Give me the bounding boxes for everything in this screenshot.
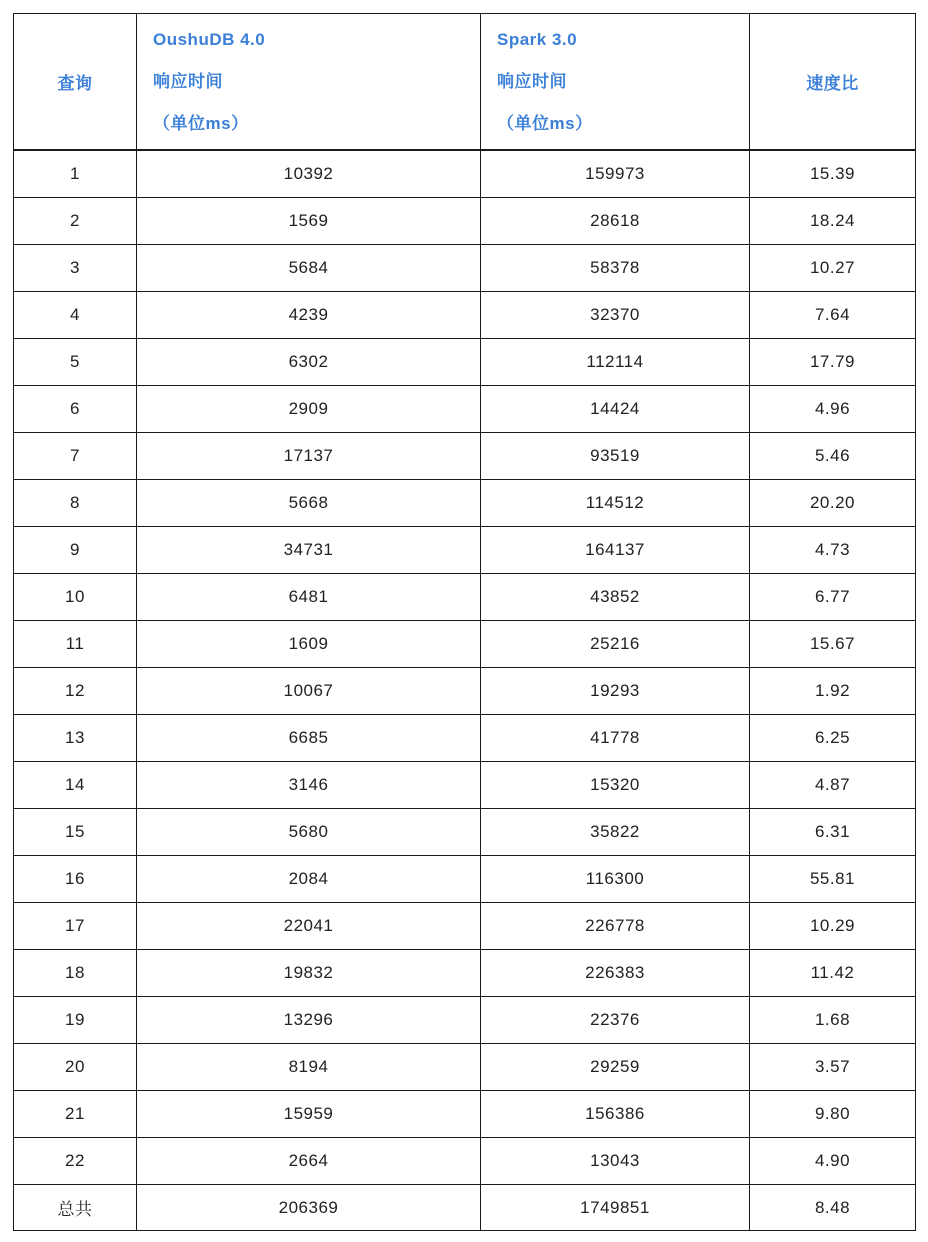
query-cell: 11: [14, 621, 137, 668]
oushudb-time-cell: 8194: [137, 1044, 481, 1091]
speed-ratio-cell: 4.73: [750, 527, 916, 574]
query-cell: 8: [14, 480, 137, 527]
header-speed-ratio: 速度比: [750, 14, 916, 151]
speed-ratio-cell: 4.87: [750, 762, 916, 809]
spark-time-cell: 112114: [481, 339, 750, 386]
spark-time-cell: 22376: [481, 997, 750, 1044]
oushudb-time-cell: 10067: [137, 668, 481, 715]
table-row: [14, 1091, 916, 1138]
spark-time-cell: 32370: [481, 292, 750, 339]
oushudb-time-cell: 34731: [137, 527, 481, 574]
speed-ratio-cell: 15.39: [750, 150, 916, 198]
table-row: [14, 809, 916, 856]
oushudb-time-cell: 1609: [137, 621, 481, 668]
table-row: [14, 198, 916, 245]
speed-ratio-cell: 10.27: [750, 245, 916, 292]
total-speed-ratio: 8.48: [750, 1185, 916, 1231]
speed-ratio-cell: 4.96: [750, 386, 916, 433]
table-row: [14, 762, 916, 809]
query-cell: 20: [14, 1044, 137, 1091]
oushudb-time-cell: 6481: [137, 574, 481, 621]
speed-ratio-cell: 18.24: [750, 198, 916, 245]
header-spark-unit: （单位ms）: [497, 113, 593, 133]
table-row: [14, 386, 916, 433]
table-row: [14, 480, 916, 527]
table-row: [14, 527, 916, 574]
spark-time-cell: 28618: [481, 198, 750, 245]
spark-time-cell: 58378: [481, 245, 750, 292]
speed-ratio-cell: 15.67: [750, 621, 916, 668]
table-row: [14, 715, 916, 762]
speed-ratio-cell: 9.80: [750, 1091, 916, 1138]
query-cell: 18: [14, 950, 137, 997]
spark-time-cell: 226383: [481, 950, 750, 997]
table-body: [14, 150, 916, 1231]
table-row: [14, 621, 916, 668]
table-row: [14, 1138, 916, 1185]
oushudb-time-cell: 1569: [137, 198, 481, 245]
oushudb-time-cell: 3146: [137, 762, 481, 809]
table-row: [14, 292, 916, 339]
speed-ratio-cell: 20.20: [750, 480, 916, 527]
oushudb-time-cell: 13296: [137, 997, 481, 1044]
spark-time-cell: 15320: [481, 762, 750, 809]
header-oushudb-unit: （单位ms）: [153, 113, 249, 133]
table-row: [14, 574, 916, 621]
oushudb-time-cell: 4239: [137, 292, 481, 339]
header-oushudb: [137, 14, 481, 151]
speed-ratio-cell: 1.68: [750, 997, 916, 1044]
header-spark: [481, 14, 750, 151]
query-cell: 15: [14, 809, 137, 856]
oushudb-time-cell: 2664: [137, 1138, 481, 1185]
header-spark-name: Spark 3.0: [497, 29, 578, 49]
query-cell: 3: [14, 245, 137, 292]
speed-ratio-cell: 55.81: [750, 856, 916, 903]
speed-ratio-cell: 10.29: [750, 903, 916, 950]
table-row: [14, 997, 916, 1044]
total-oushudb-time: 206369: [137, 1185, 481, 1231]
table-header: [14, 14, 916, 151]
oushudb-time-cell: 19832: [137, 950, 481, 997]
header-oushudb-name: OushuDB 4.0: [153, 29, 266, 49]
oushudb-time-cell: 6302: [137, 339, 481, 386]
table-row: [14, 1044, 916, 1091]
total-spark-time: 1749851: [481, 1185, 750, 1231]
total-label: 总共: [14, 1185, 137, 1231]
spark-time-cell: 114512: [481, 480, 750, 527]
total-row: [14, 1185, 916, 1231]
query-cell: 10: [14, 574, 137, 621]
spark-time-cell: 35822: [481, 809, 750, 856]
spark-time-cell: 156386: [481, 1091, 750, 1138]
speed-ratio-cell: 17.79: [750, 339, 916, 386]
speed-ratio-cell: 3.57: [750, 1044, 916, 1091]
oushudb-time-cell: 5680: [137, 809, 481, 856]
oushudb-time-cell: 10392: [137, 150, 481, 198]
query-cell: 6: [14, 386, 137, 433]
query-cell: 13: [14, 715, 137, 762]
table-row: [14, 433, 916, 480]
spark-time-cell: 43852: [481, 574, 750, 621]
spark-time-cell: 226778: [481, 903, 750, 950]
spark-time-cell: 25216: [481, 621, 750, 668]
query-cell: 5: [14, 339, 137, 386]
header-spark-metric: 响应时间: [497, 71, 567, 91]
query-cell: 21: [14, 1091, 137, 1138]
query-cell: 7: [14, 433, 137, 480]
spark-time-cell: 29259: [481, 1044, 750, 1091]
speed-ratio-cell: 4.90: [750, 1138, 916, 1185]
oushudb-time-cell: 5684: [137, 245, 481, 292]
spark-time-cell: 93519: [481, 433, 750, 480]
speed-ratio-cell: 11.42: [750, 950, 916, 997]
table-row: [14, 339, 916, 386]
query-cell: 19: [14, 997, 137, 1044]
oushudb-time-cell: 2084: [137, 856, 481, 903]
query-cell: 17: [14, 903, 137, 950]
speed-ratio-cell: 1.92: [750, 668, 916, 715]
oushudb-time-cell: 2909: [137, 386, 481, 433]
spark-time-cell: 14424: [481, 386, 750, 433]
query-cell: 16: [14, 856, 137, 903]
table-row: [14, 950, 916, 997]
oushudb-time-cell: 6685: [137, 715, 481, 762]
query-cell: 1: [14, 150, 137, 198]
speed-ratio-cell: 6.77: [750, 574, 916, 621]
table-row: [14, 668, 916, 715]
oushudb-time-cell: 15959: [137, 1091, 481, 1138]
spark-time-cell: 164137: [481, 527, 750, 574]
query-cell: 4: [14, 292, 137, 339]
query-cell: 9: [14, 527, 137, 574]
query-cell: 22: [14, 1138, 137, 1185]
spark-time-cell: 116300: [481, 856, 750, 903]
header-oushudb-metric: 响应时间: [153, 71, 223, 91]
spark-time-cell: 159973: [481, 150, 750, 198]
table-row: [14, 245, 916, 292]
oushudb-time-cell: 5668: [137, 480, 481, 527]
spark-time-cell: 19293: [481, 668, 750, 715]
speed-ratio-cell: 7.64: [750, 292, 916, 339]
query-cell: 12: [14, 668, 137, 715]
benchmark-table: [13, 13, 916, 1231]
speed-ratio-cell: 5.46: [750, 433, 916, 480]
oushudb-time-cell: 22041: [137, 903, 481, 950]
table-row: [14, 150, 916, 198]
header-query: 查询: [14, 14, 137, 151]
query-cell: 14: [14, 762, 137, 809]
spark-time-cell: 13043: [481, 1138, 750, 1185]
table-row: [14, 903, 916, 950]
table-row: [14, 856, 916, 903]
oushudb-time-cell: 17137: [137, 433, 481, 480]
speed-ratio-cell: 6.31: [750, 809, 916, 856]
speed-ratio-cell: 6.25: [750, 715, 916, 762]
query-cell: 2: [14, 198, 137, 245]
spark-time-cell: 41778: [481, 715, 750, 762]
